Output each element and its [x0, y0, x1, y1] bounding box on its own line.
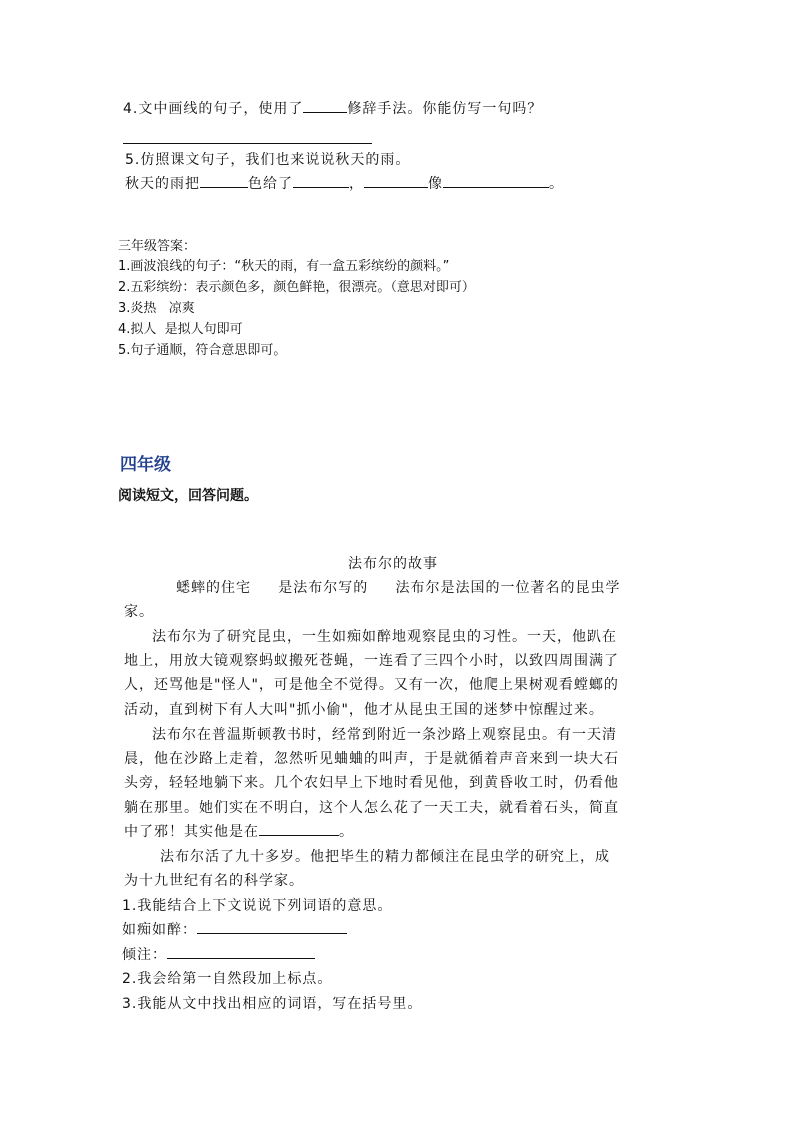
- paragraph-line: 躺在那里。她们实在不明白，这个人怎么花了一天工夫，就看着石头，简直: [124, 800, 619, 816]
- paragraph-line: 法布尔在普温斯顿教书时，经常到附近一条沙路上观察昆虫。有一天清: [152, 727, 617, 743]
- question-1: 1.我能结合上下文说说下列词语的意思。: [122, 898, 393, 914]
- answer-item: 5.句子通顺，符合意思即可。: [118, 343, 287, 358]
- question-2: 2.我会给第一自然段加上标点。: [122, 971, 333, 987]
- question-1-item: 倾注：: [122, 945, 315, 965]
- answer-blank[interactable]: [167, 945, 315, 959]
- question-3: 3.我能从文中找出相应的词语，写在括号里。: [122, 996, 423, 1012]
- answer-item: 2.五彩缤纷：表示颜色多，颜色鲜艳，很漂亮。（意思对即可）: [118, 280, 475, 295]
- instruction: 阅读短文，回答问题。: [118, 488, 258, 504]
- paragraph-line: 晨，他在沙路上走着，忽然听见蛐蛐的叫声，于是就循着声音来到一块大石: [124, 751, 619, 767]
- question-4: 4.文中画线的句子，使用了 修辞手法。你能仿写一句吗？: [123, 101, 543, 117]
- answer-blank[interactable]: [200, 174, 248, 188]
- answer-item: 1.画波浪线的句子：“秋天的雨，有一盒五彩缤纷的颜料。”: [118, 259, 450, 274]
- paragraph-line: 头旁，轻轻地躺下来。几个农妇早上下地时看见他，到黄昏收工时，仍看他: [124, 775, 619, 791]
- section-heading: 四年级: [120, 455, 171, 475]
- answer-blank[interactable]: [364, 174, 428, 188]
- paragraph-line: 活动，直到树下有人大叫"抓小偷"，他才从昆虫王国的迷梦中惊醒过来。: [124, 702, 604, 718]
- answer-blank[interactable]: [259, 822, 339, 836]
- story-title: 法布尔的故事: [348, 556, 438, 572]
- paragraph-line: 家。: [124, 604, 154, 620]
- question-5: 5.仿照课文句子，我们也来说说秋天的雨。: [125, 152, 411, 168]
- paragraph-line: 中了邪！其实他是在 。: [124, 824, 354, 840]
- answer-item: 3.炎热 凉爽: [118, 301, 195, 316]
- answer-blank[interactable]: [197, 920, 347, 934]
- paragraph-line: 为十九世纪有名的科学家。: [124, 873, 304, 889]
- paragraph-line: 地上，用放大镜观察蚂蚁搬死苍蝇，一连看了三四个小时，以致四周围满了: [124, 653, 619, 669]
- paragraph-line: 法布尔活了九十多岁。他把毕生的精力都倾注在昆虫学的研究上，成: [160, 849, 610, 865]
- paragraph-line: 法布尔为了研究昆虫，一生如痴如醉地观察昆虫的习性。一天，他趴在: [152, 629, 617, 645]
- paragraph-line: 蟋蟀的住宅 是法布尔写的 法布尔是法国的一位著名的昆虫学: [176, 580, 621, 596]
- question-1-item: 如痴如醉：: [122, 920, 347, 940]
- answer-line[interactable]: [123, 143, 372, 144]
- answer-key-title: 三年级答案：: [118, 239, 197, 254]
- answer-item: 4.拟人 是拟人句即可: [118, 322, 243, 337]
- paragraph-line: 人，还骂他是"怪人"，可是他全不觉得。又有一次，他爬上果树观看螳螂的: [124, 677, 619, 693]
- answer-blank[interactable]: [303, 99, 347, 113]
- answer-blank[interactable]: [293, 174, 349, 188]
- question-5-template: 秋天的雨把 色给了 ， 像 。: [125, 176, 564, 192]
- answer-blank[interactable]: [443, 174, 549, 188]
